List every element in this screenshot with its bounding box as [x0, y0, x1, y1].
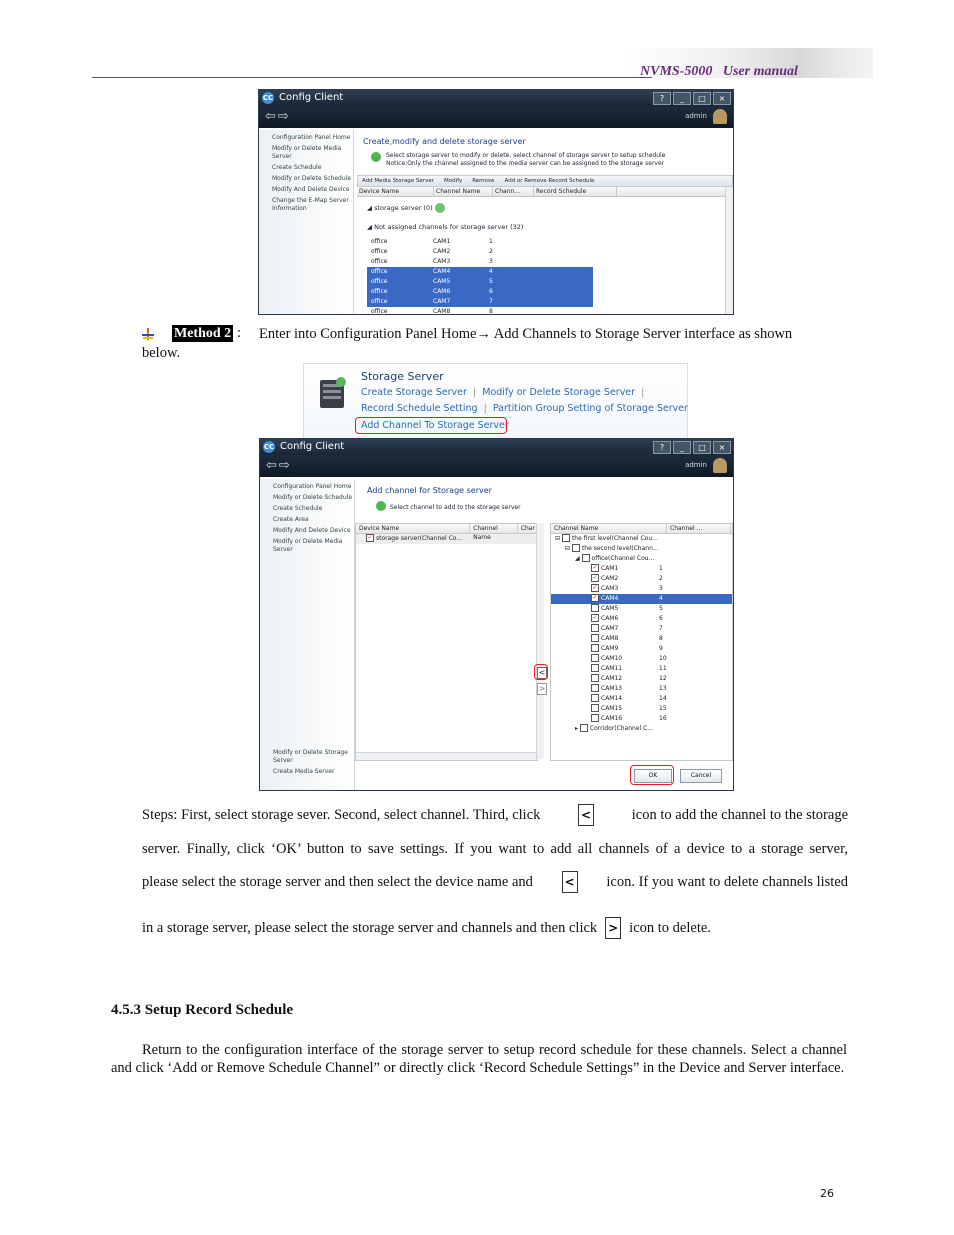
camera-name: CAM16	[601, 715, 623, 722]
camera-number: 10	[659, 655, 667, 662]
checkbox[interactable]: ✓	[592, 584, 598, 591]
column-header[interactable]: Char	[518, 524, 537, 533]
camera-row[interactable]	[551, 564, 732, 574]
sidebar-item[interactable]: Configuration Panel Home	[272, 134, 351, 141]
checkbox[interactable]	[591, 634, 599, 642]
column-header[interactable]: Channel ...	[667, 524, 731, 533]
maximize-icon[interactable]: □	[693, 441, 711, 454]
toolbar-button[interactable]: Remove	[472, 178, 495, 184]
camera-row[interactable]	[551, 584, 732, 594]
device-name: office	[371, 278, 388, 285]
checkbox[interactable]: ✓	[592, 564, 598, 571]
camera-row[interactable]	[551, 594, 732, 604]
sidebar-item[interactable]: Modify And Delete Device	[273, 527, 351, 534]
checkbox[interactable]	[591, 604, 599, 612]
table-row[interactable]	[367, 247, 593, 257]
camera-row[interactable]	[551, 624, 732, 634]
sidebar-item[interactable]: Configuration Panel Home	[273, 483, 352, 490]
nav-bar	[259, 106, 733, 128]
camera-number: 14	[659, 695, 667, 702]
checkbox[interactable]	[591, 694, 599, 702]
channel-number: 8	[489, 308, 493, 315]
device-name: office	[371, 238, 388, 245]
checkbox[interactable]: ✓	[592, 574, 598, 581]
camera-number: 2	[659, 575, 663, 582]
avatar	[713, 109, 727, 124]
channel-name: CAM4	[433, 268, 451, 275]
sidebar-item[interactable]: Create Area	[273, 516, 309, 523]
window-titlebar	[260, 439, 733, 455]
tree-corridor[interactable]: ▸ Corridor(Channel C...	[575, 725, 654, 732]
camera-row[interactable]	[551, 634, 732, 644]
checkbox[interactable]	[591, 684, 599, 692]
camera-row[interactable]	[551, 654, 732, 664]
device-name: office	[371, 298, 388, 305]
storage-server-icon	[314, 374, 350, 414]
channel-number: 4	[489, 268, 493, 275]
camera-number: 16	[659, 715, 667, 722]
storage-table	[355, 523, 538, 761]
header-rule	[92, 77, 652, 78]
camera-row[interactable]	[551, 694, 732, 704]
camera-row[interactable]	[551, 574, 732, 584]
link-record-schedule-setting[interactable]: Record Schedule Setting	[361, 403, 478, 414]
horizontal-scrollbar[interactable]	[356, 752, 537, 760]
avatar	[713, 458, 727, 473]
checkbox[interactable]: ✓	[367, 534, 373, 541]
camera-row[interactable]	[551, 604, 732, 614]
main-panel	[357, 130, 733, 314]
camera-row[interactable]	[551, 614, 732, 624]
back-forward-icon[interactable]: ⇦⇨	[266, 458, 292, 473]
table-row[interactable]	[367, 277, 593, 287]
checkbox[interactable]	[562, 534, 570, 542]
camera-row[interactable]	[551, 644, 732, 654]
channel-name: CAM8	[433, 308, 451, 315]
device-name: office	[371, 308, 388, 315]
minimize-icon[interactable]: _	[673, 441, 691, 454]
sidebar-item[interactable]: Create Schedule	[273, 505, 323, 512]
table-row[interactable]	[367, 267, 593, 277]
add-channel-arrow-icon[interactable]: <	[538, 668, 546, 677]
sidebar-item[interactable]: Modify or Delete Media Server	[272, 145, 342, 160]
camera-number: 6	[659, 615, 663, 622]
user-name: admin	[685, 112, 707, 120]
column-header[interactable]: Device Name	[356, 524, 470, 533]
nav-bar	[260, 455, 733, 477]
steps-line-2: server. Finally, click ‘OK’ button to save settings. If you want to add all channels of a device to a storage server,	[142, 841, 848, 857]
device-name: office	[371, 268, 388, 275]
unassigned-group[interactable]: ◢ Not assigned channels for storage server (32)	[367, 223, 524, 231]
window-title: Config Client	[280, 441, 345, 452]
channel-tree	[550, 523, 733, 761]
camera-name: CAM8	[601, 635, 619, 642]
camera-name: CAM15	[601, 705, 623, 712]
back-forward-icon[interactable]: ⇦⇨	[265, 109, 291, 124]
camera-name: CAM12	[601, 675, 623, 682]
remove-channel-arrow-icon[interactable]: >	[538, 684, 546, 693]
minimize-icon[interactable]: _	[673, 92, 691, 105]
camera-name: CAM14	[601, 695, 623, 702]
camera-number: 12	[659, 675, 667, 682]
camera-row[interactable]	[551, 704, 732, 714]
checkbox[interactable]	[580, 724, 588, 732]
link-partition-group[interactable]: Partition Group Setting of Storage Server	[492, 403, 688, 414]
table-row[interactable]	[367, 297, 593, 307]
link-modify-storage-server[interactable]: Modify or Delete Storage Server	[482, 387, 636, 398]
camera-name: CAM4	[601, 595, 619, 602]
add-icon	[371, 152, 381, 162]
app-logo-icon: CC	[262, 94, 274, 102]
checkbox[interactable]	[591, 674, 599, 682]
table-header	[357, 187, 726, 197]
toolbar-button[interactable]: Modify	[443, 178, 463, 184]
link-create-storage-server[interactable]: Create Storage Server	[361, 387, 467, 398]
checkbox[interactable]	[591, 644, 599, 652]
right-arrow-icon: >	[605, 917, 621, 939]
highlight-box	[534, 664, 548, 680]
channel-list	[367, 237, 593, 315]
method2-text: Enter into Configuration Panel Home→ Add Channels to Storage Server interface as shown	[259, 326, 793, 342]
camera-name: CAM3	[601, 585, 619, 592]
camera-name: CAM13	[601, 685, 623, 692]
sidebar-item[interactable]: Modify And Delete Device	[272, 186, 350, 193]
header-title: NVMS-5000 User manual	[640, 64, 798, 79]
camera-row[interactable]	[551, 714, 732, 724]
channel-name: CAM6	[433, 288, 451, 295]
camera-name: CAM5	[601, 605, 619, 612]
channel-name: CAM5	[433, 278, 451, 285]
note-line: Select channel to add to the storage server	[390, 504, 521, 511]
sidebar-item[interactable]: Modify or Delete Storage Server	[273, 749, 348, 764]
camera-name: CAM9	[601, 645, 619, 652]
section-body: Return to the configuration interface of the storage server to setup record schedule for these channels. Select a channel and click ‘Add or Remove Schedule Channel” or directly click ‘Record Schedule Settings” in the Device and Server interface.	[111, 1042, 847, 1076]
storage-row[interactable]: ✓ storage server(Channel Co...	[356, 534, 537, 544]
camera-row[interactable]	[551, 674, 732, 684]
main-panel	[355, 479, 733, 790]
app-logo-icon: CC	[263, 443, 275, 451]
channel-number: 3	[489, 258, 493, 265]
maximize-icon[interactable]: □	[693, 92, 711, 105]
add-icon	[376, 501, 386, 511]
highlight-box	[630, 765, 674, 785]
camera-number: 9	[659, 645, 663, 652]
user-name: admin	[685, 461, 707, 469]
camera-name: CAM7	[601, 625, 619, 632]
camera-number: 7	[659, 625, 663, 632]
tree-level-1[interactable]: ⊟ the first level(Channel Cou...	[555, 535, 658, 542]
checkbox[interactable]	[591, 664, 599, 672]
camera-number: 8	[659, 635, 663, 642]
storage-server-title: Storage Server	[361, 370, 444, 383]
column-header[interactable]: Channel Name	[434, 187, 493, 196]
channel-number: 1	[489, 238, 493, 245]
page-number: 26	[820, 1187, 834, 1200]
ok-button[interactable]: OK	[634, 769, 672, 783]
window-titlebar	[259, 90, 733, 106]
channel-name: CAM3	[433, 258, 451, 265]
camera-row[interactable]	[551, 664, 732, 674]
sidebar-item[interactable]: Change the E-Map Server Information	[272, 197, 349, 212]
sidebar-item[interactable]: Modify or Delete Media Server	[273, 538, 343, 553]
column-header[interactable]: Record Schedule	[534, 187, 617, 196]
highlight-box	[355, 417, 507, 434]
note-line-1: Select storage server to modify or delete, select channel of storage server to setup schedule	[386, 152, 666, 159]
channel-number: 7	[489, 298, 493, 305]
camera-number: 5	[659, 605, 663, 612]
checkbox[interactable]: ✓	[592, 594, 598, 601]
camera-name: CAM11	[601, 665, 623, 672]
channel-number: 5	[489, 278, 493, 285]
column-header[interactable]: Channel Name	[551, 524, 667, 533]
sidebar-item[interactable]: Create Schedule	[272, 164, 322, 171]
checkbox[interactable]	[572, 544, 580, 552]
camera-name: CAM6	[601, 615, 619, 622]
checkbox[interactable]	[591, 654, 599, 662]
table-row[interactable]	[367, 237, 593, 247]
checkbox[interactable]	[591, 714, 599, 722]
help-icon[interactable]: ?	[653, 441, 671, 454]
method2-colon: :	[237, 325, 242, 341]
column-header[interactable]: Device Name	[357, 187, 434, 196]
storage-server-panel: Storage Server Create Storage Server | Modify or Delete Storage Server | Record Schedule Setting | Partition Group Setting of Storage Server Add Channel To Storage Server	[303, 363, 688, 439]
table-row[interactable]	[367, 287, 593, 297]
close-icon[interactable]: ×	[713, 441, 731, 454]
channel-number: 2	[489, 248, 493, 255]
tree-header	[551, 524, 732, 534]
device-name: office	[371, 288, 388, 295]
table-row[interactable]	[367, 307, 593, 315]
method2-text-cont: below.	[142, 345, 181, 361]
sidebar	[259, 130, 354, 314]
add-storage-icon[interactable]	[435, 203, 445, 213]
panel-heading: Add channel for Storage server	[367, 486, 492, 495]
camera-number: 4	[659, 595, 663, 602]
close-icon[interactable]: ×	[713, 92, 731, 105]
sidebar-item[interactable]: Create Media Server	[273, 768, 335, 775]
scrollbar[interactable]	[725, 187, 733, 314]
window-title: Config Client	[279, 92, 344, 103]
checkbox[interactable]	[591, 624, 599, 632]
checkbox[interactable]: ✓	[592, 614, 598, 621]
channel-name: CAM1	[433, 238, 451, 245]
camera-number: 1	[659, 565, 663, 572]
method2-label: Method 2	[174, 326, 232, 341]
config-client-window-1	[258, 89, 734, 315]
section-heading: 4.5.3 Setup Record Schedule	[111, 1002, 294, 1018]
note-line-2: Notice:Only the channel assigned to the media server can be assigned to the storage server	[386, 160, 665, 167]
camera-number: 13	[659, 685, 667, 692]
cancel-button[interactable]: Cancel	[680, 769, 722, 783]
column-header[interactable]: Chann...	[493, 187, 534, 196]
steps-line-4: in a storage server, please select the storage server and channels and then click > icon to delete.	[142, 917, 711, 939]
tree-level-2[interactable]: ⊟ the second level(Chann...	[565, 545, 659, 552]
camera-number: 3	[659, 585, 663, 592]
link-add-channel-to-storage[interactable]: Add Channel To Storage Server	[361, 420, 509, 431]
checkbox[interactable]	[591, 704, 599, 712]
column-header[interactable]: Channel Name	[470, 524, 518, 533]
camera-row[interactable]	[551, 684, 732, 694]
panel-heading: Create,modify and delete storage server	[363, 137, 526, 146]
toolbar-button[interactable]: Add or Remove Record Schedule	[504, 178, 595, 184]
camera-name: CAM2	[601, 575, 619, 582]
camera-number: 11	[659, 665, 667, 672]
help-icon[interactable]: ?	[653, 92, 671, 105]
toolbar	[357, 175, 733, 187]
storage-group[interactable]: ◢ storage server (0)	[367, 203, 445, 213]
camera-name: CAM10	[601, 655, 623, 662]
sidebar	[260, 479, 355, 790]
channel-number: 6	[489, 288, 493, 295]
tree-office[interactable]: ◢ office(Channel Cou...	[575, 555, 655, 562]
device-name: office	[371, 258, 388, 265]
sidebar-item[interactable]: Modify or Delete Schedule	[273, 494, 353, 501]
camera-name: CAM1	[601, 565, 619, 572]
left-arrow-icon: <	[562, 871, 578, 893]
steps-line-1: Steps: First, select storage sever. Second, select channel. Third, click < icon to add the channel to the storage	[142, 804, 848, 826]
channel-name: CAM7	[433, 298, 451, 305]
device-name: office	[371, 248, 388, 255]
config-client-window-2	[259, 438, 734, 791]
bullet-icon	[142, 327, 154, 339]
table-row[interactable]	[367, 257, 593, 267]
left-arrow-icon: <	[578, 804, 594, 826]
camera-number: 15	[659, 705, 667, 712]
checkbox[interactable]	[582, 554, 590, 562]
toolbar-button[interactable]: Add Media Storage Server	[362, 178, 434, 184]
vertical-scrollbar[interactable]	[536, 523, 544, 759]
steps-line-3: please select the storage server and then select the device name and < icon. If you want to delete channels listed	[142, 871, 848, 893]
sidebar-item[interactable]: Modify or Delete Schedule	[272, 175, 352, 182]
channel-name: CAM2	[433, 248, 451, 255]
